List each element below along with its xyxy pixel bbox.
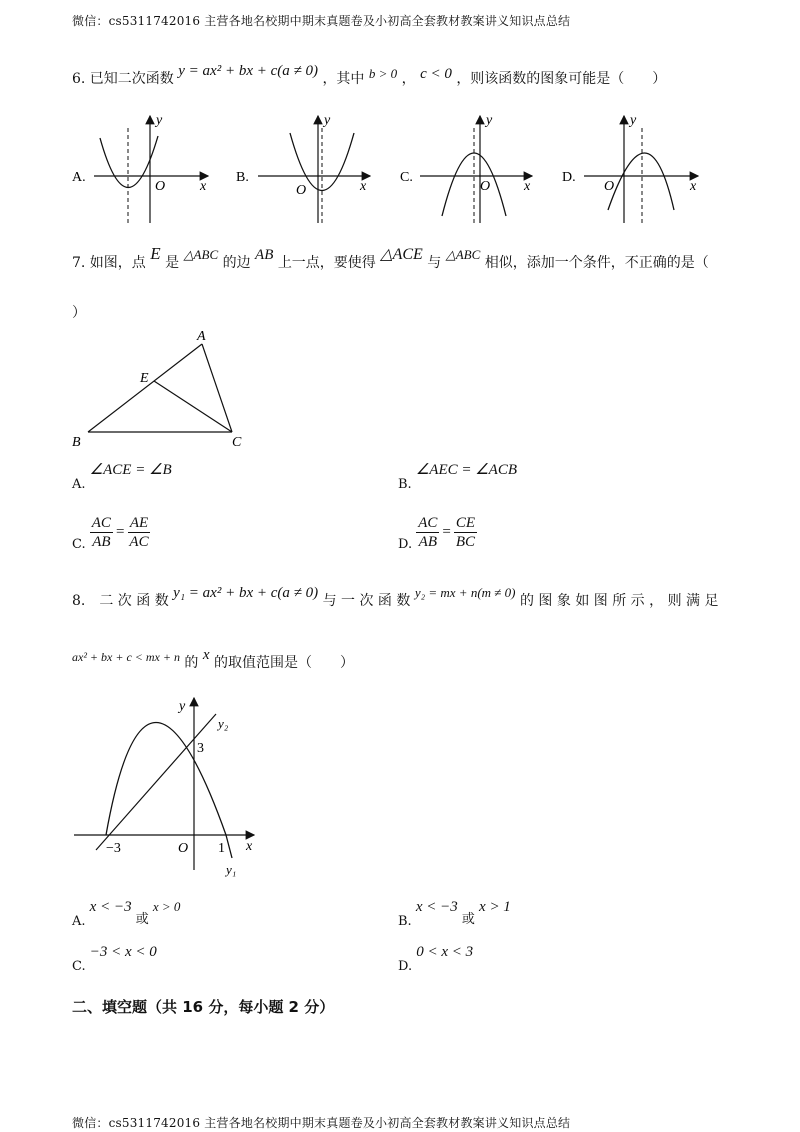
q7-number: 7. 如图，点	[72, 255, 146, 271]
axis-y-label: y	[324, 113, 331, 128]
denominator: AB	[92, 534, 111, 550]
q7-tail: 相似，添加一个条件，不正确的是（	[484, 255, 709, 271]
question-8-stem	[72, 585, 719, 610]
option-math: x < −3	[89, 899, 132, 915]
q6-sep: ，	[401, 71, 416, 87]
origin-label: O	[155, 179, 166, 194]
q6-option-c-label: C.	[400, 170, 413, 185]
axis-y-label: y	[486, 113, 493, 128]
question-6-stem	[72, 63, 667, 88]
q6-graph-c	[420, 113, 532, 223]
q6-text: ，其中	[322, 71, 365, 87]
q7-option-b[interactable]	[398, 460, 518, 492]
q6-function: y = ax² + bx + c(a ≠ 0)	[178, 63, 318, 79]
q7-option-c[interactable]	[72, 514, 151, 551]
option-math: x > 0	[152, 899, 181, 914]
option-label: B.	[398, 914, 412, 929]
numerator: AC	[91, 515, 111, 531]
intercept-3-label: 3	[197, 741, 204, 756]
origin-label: O	[480, 179, 491, 194]
q8-inequality: ax² + bx + c < mx + n	[72, 650, 180, 664]
axis-x-label: x	[360, 179, 367, 194]
q8-graph	[66, 690, 266, 882]
option-math: 0 < x < 3	[416, 944, 474, 960]
q6-option-b-label: B.	[236, 170, 249, 185]
axis-x-label: x	[200, 179, 207, 194]
q6-option-graphs	[60, 108, 740, 230]
option-math: ∠ACE = ∠B	[89, 462, 172, 478]
denominator: AC	[129, 534, 149, 550]
q8-number: 8. 二 次 函 数	[72, 593, 169, 609]
q7-text: 与	[427, 255, 442, 271]
q6-graph-b	[258, 113, 370, 223]
q6-cond-c: c < 0	[420, 66, 452, 82]
fraction	[127, 514, 150, 551]
fraction	[90, 514, 113, 551]
q8-option-c[interactable]	[72, 944, 157, 974]
option-label: A.	[72, 477, 86, 492]
option-or: 或	[461, 912, 475, 927]
option-math: x < −3	[415, 899, 458, 915]
q8-tail: 的 图 象 如 图 所 示 ， 则 满 足	[519, 593, 719, 609]
axis-x-label: x	[246, 839, 253, 854]
q7-option-a[interactable]	[72, 460, 172, 492]
q8-option-b[interactable]	[398, 896, 511, 929]
vertex-e-label: E	[140, 371, 149, 386]
q7-side-ab: AB	[255, 247, 274, 263]
origin-label: O	[296, 183, 307, 198]
q6-number: 6. 已知二次函数	[72, 71, 174, 87]
fraction	[416, 514, 439, 551]
q8-tail: 的取值范围是（ ）	[214, 655, 354, 671]
vertex-a-label: A	[197, 329, 206, 344]
option-math: x > 1	[479, 899, 511, 915]
section-2-title: 二、填空题（共 16 分，每小题 2 分）	[72, 998, 335, 1016]
q6-cond-b: b > 0	[368, 66, 398, 81]
q7-triangle-ace: △ACE	[380, 246, 423, 263]
q8-text: 的	[184, 655, 199, 671]
q8-function-2: y₂ = mx + n(m ≠ 0)	[414, 585, 516, 600]
option-label: B.	[398, 477, 412, 492]
origin-label: O	[604, 179, 615, 194]
option-label: D.	[398, 537, 413, 552]
q7-tail-paren: ）	[72, 305, 86, 321]
q7-point-e: E	[150, 244, 161, 263]
q8-variable-x: x	[202, 647, 210, 663]
page-footer: 微信：cs5311742016 主营各地名校期中期末真题卷及小初高全套教材教案讲义知识点总结	[72, 1116, 571, 1130]
denominator: BC	[455, 534, 476, 550]
page-header: 微信：cs5311742016 主营各地名校期中期末真题卷及小初高全套教材教案讲义知识点总结	[72, 14, 571, 28]
axis-x-label: x	[524, 179, 531, 194]
question-8-stem-2	[72, 647, 354, 672]
axis-x-label: x	[690, 179, 697, 194]
q8-option-a[interactable]	[72, 896, 181, 929]
curve-y1-label: y₁	[226, 862, 237, 877]
option-label: D.	[398, 959, 413, 974]
option-math: ∠AEC = ∠ACB	[415, 462, 518, 478]
q7-triangle-abc-2: △ABC	[445, 247, 481, 262]
numerator: AC	[418, 515, 438, 531]
fraction	[454, 514, 477, 551]
tick-neg3-label: −3	[106, 841, 121, 856]
q8-function-1: y₁ = ax² + bx + c(a ≠ 0)	[173, 585, 319, 601]
q6-option-a-label: A.	[72, 170, 86, 185]
q6-graph-a	[94, 113, 208, 223]
option-label: A.	[72, 914, 86, 929]
q6-option-d-label: D.	[562, 170, 576, 185]
q7-triangle-abc: △ABC	[183, 247, 219, 262]
option-math: −3 < x < 0	[89, 944, 157, 960]
q6-tail: ，则该函数的图象可能是（ ）	[456, 71, 667, 87]
tick-1-label: 1	[218, 841, 225, 856]
axis-y-label: y	[630, 113, 637, 128]
q7-triangle-figure	[66, 324, 266, 454]
option-label: C.	[72, 959, 86, 974]
question-7-stem	[72, 244, 709, 272]
q7-text: 上一点，要使得	[277, 255, 376, 271]
q7-option-d[interactable]	[398, 514, 477, 551]
axis-y-label: y	[156, 113, 163, 128]
axis-y-label: y	[179, 699, 186, 714]
vertex-b-label: B	[72, 435, 81, 450]
numerator: AE	[129, 515, 149, 531]
q6-graph-d	[584, 113, 698, 223]
q8-text: 与 一 次 函 数	[322, 593, 411, 609]
origin-label: O	[178, 841, 189, 856]
option-or: 或	[135, 912, 149, 927]
line-y2-label: y₂	[218, 716, 229, 731]
denominator: AB	[418, 534, 437, 550]
q7-text: 是	[165, 255, 180, 271]
equals: =	[115, 524, 125, 540]
equals: =	[442, 524, 451, 540]
q7-text: 的边	[222, 255, 251, 271]
numerator: CE	[455, 515, 476, 531]
q8-option-d[interactable]	[398, 944, 474, 974]
vertex-c-label: C	[232, 435, 242, 450]
option-label: C.	[72, 537, 86, 552]
